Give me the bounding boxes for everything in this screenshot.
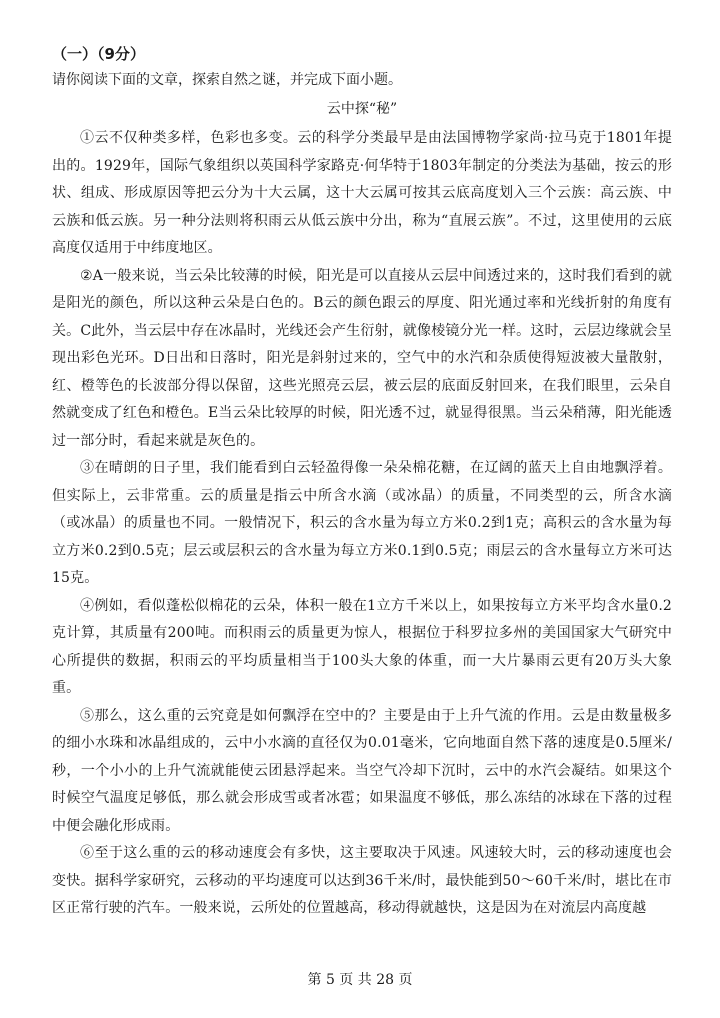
paragraph-2: ②A一般来说，当云朵比较薄的时候，阳光是可以直接从云层中间透过来的，这时我们看到的就是阳光的颜色，所以这种云朵是白色的。B云的颜色跟云的厚度、阳光通过率和光线折射的角度有关。C此外，当云层中存在冰晶时，光线还会产生衍射，就像棱镜分光一样。这时，云层边缘就会呈现出彩色光环。D日出和日落时，阳光是斜射过来的，空气中的水汽和杂质使得短波被大量散射，红、橙等色的长波部分得以保留，这些光照亮云层，被云层的底面反射回来，在我们眼里，云朵自然就变成了红色和橙色。E当云朵比较厚的时候，阳光透不过，就显得很黑。当云朵稍薄，阳光能透过一部分时，看起来就是灰色的。 <box>52 267 672 449</box>
article-title: 云中探“秘” <box>326 101 398 117</box>
page-number-footer: 第 5 页 共 28 页 <box>307 972 413 988</box>
paragraph-4: ④例如，看似蓬松似棉花的云朵，体积一般在1立方千米以上，如果按每立方米平均含水量0.2克计算，其质量有200吨。而积雨云的质量更为惊人，根据位于科罗拉多州的美国国家大气研究中心所提供的数据，积雨云的平均质量相当于100头大象的体重，而一大片暴雨云更有20万头大象重。 <box>52 597 672 696</box>
paragraph-5: ⑤那么，这么重的云究竟是如何飘浮在空中的？主要是由于上升气流的作用。云是由数量极多的细小水珠和冰晶组成的，云中小水滴的直径仅为0.01毫米，它向地面自然下落的速度是0.5厘米/秒，一个小小的上升气流就能使云团悬浮起来。当空气冷却下沉时，云中的水汽会凝结。如果这个时候空气温度足够低，那么就会形成雪或者冰雹；如果温度不够低，那么冻结的冰球在下落的过程中便会融化形成雨。 <box>52 707 672 834</box>
section-heading: （一）（9分） <box>52 45 145 63</box>
reading-instruction: 请你阅读下面的文章，探索自然之谜，并完成下面小题。 <box>52 72 402 88</box>
paragraph-3: ③在晴朗的日子里，我们能看到白云轻盈得像一朵朵棉花糖，在辽阔的蓝天上自由地飘浮着。但实际上，云非常重。云的质量是指云中所含水滴（或冰晶）的质量，不同类型的云，所含水滴（或冰晶）的质量也不同。一般情况下，积云的含水量为每立方米0.2到1克；高积云的含水量为每立方米0.2到0.5克；层云或层积云的含水量为每立方米0.1到0.5克；雨层云的含水量每立方米可达15克。 <box>52 460 672 586</box>
paragraph-6: ⑥至于这么重的云的移动速度会有多快，这主要取决于风速。风速较大时，云的移动速度也会变快。据科学家研究，云移动的平均速度可以达到36千米/时，最快能到50～60千米/时，堪比在市区正常行驶的汽车。一般来说，云所处的位置越高，移动得就越快，这是因为在对流层内高度越 <box>52 845 672 916</box>
document-page <box>52 40 672 923</box>
paragraph-1: ①云不仅种类多样，色彩也多变。云的科学分类最早是由法国博物学家尚·拉马克于1801年提出的。1929年，国际气象组织以英国科学家路克·何华特于1803年制定的分类法为基础，按云的形状、组成、形成原因等把云分为十大云属，这十大云属可按其云底高度划入三个云族：高云族、中云族和低云族。另一种分法则将积雨云从低云族中分出，称为“直展云族”。不过，这里使用的云底高度仅适用于中纬度地区。 <box>52 130 672 256</box>
